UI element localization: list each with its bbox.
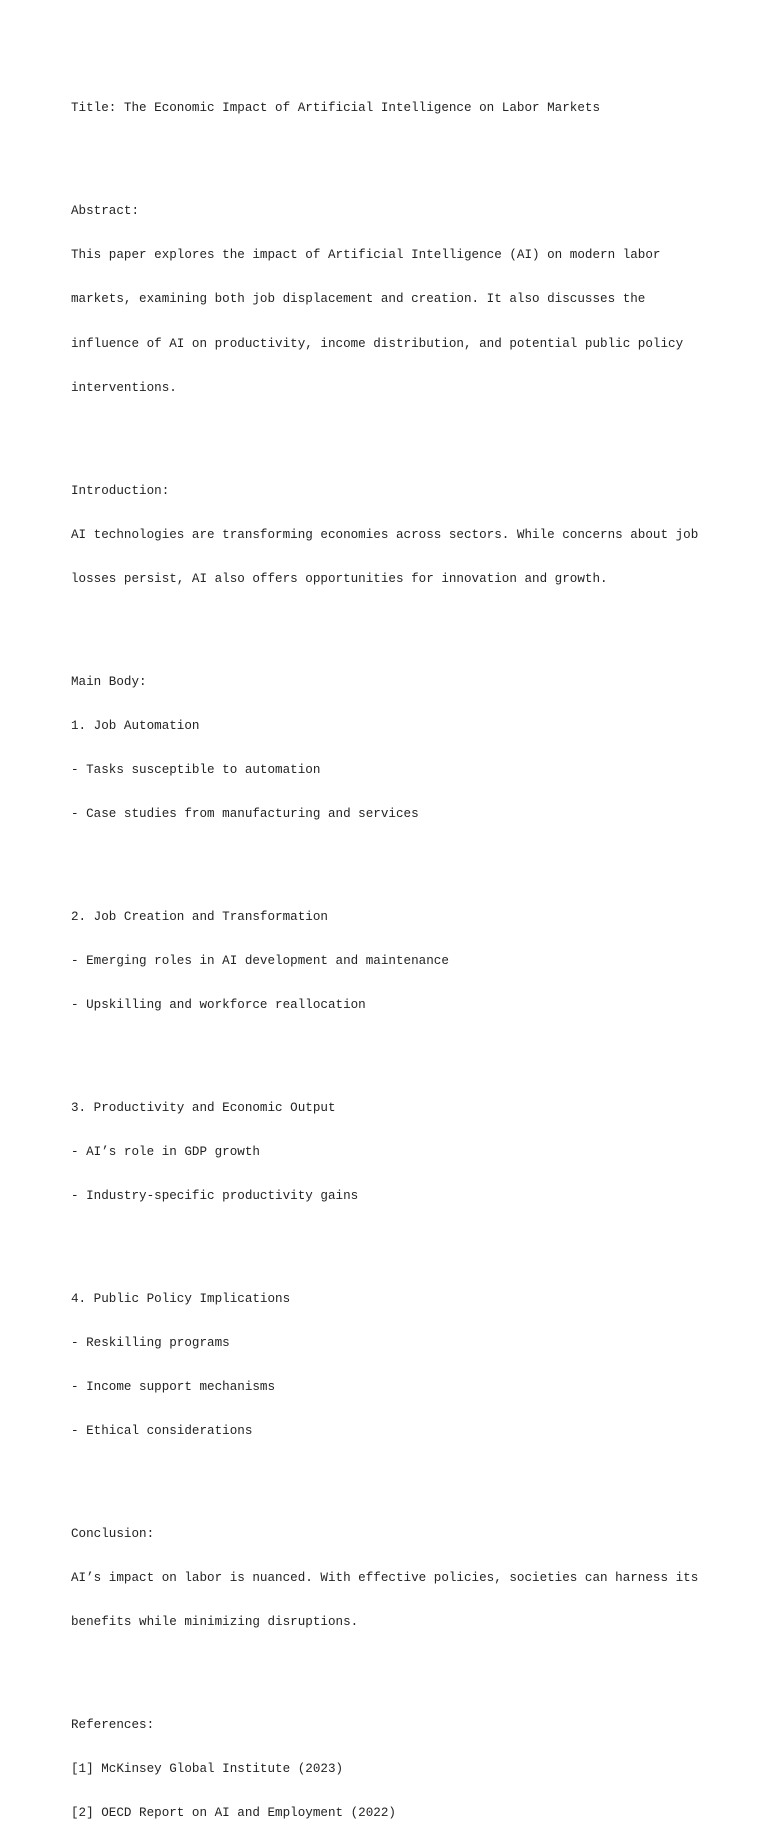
spacer: [71, 1042, 751, 1057]
spacer: [71, 616, 751, 631]
document-body: [71, 72, 751, 1836]
section-item: - Case studies from manufacturing and services: [71, 806, 419, 821]
introduction-heading: Introduction:: [71, 483, 170, 498]
section-title: 2. Job Creation and Transformation: [71, 909, 328, 924]
introduction-line: AI technologies are transforming economies across sectors. While concerns about job: [71, 527, 699, 542]
introduction-line: losses persist, AI also offers opportunities for innovation and growth.: [71, 571, 608, 586]
section-item: - Upskilling and workforce reallocation: [71, 998, 366, 1012]
section-item: - Tasks susceptible to automation: [71, 762, 321, 777]
section-title: 1. Job Automation: [71, 718, 200, 733]
section-item: - AI’s role in GDP growth: [71, 1144, 260, 1159]
spacer: [71, 1659, 751, 1674]
reference-item: [1] McKinsey Global Institute (2023): [71, 1762, 344, 1777]
main-body-heading: Main Body:: [71, 674, 147, 689]
section-item: - Reskilling programs: [71, 1336, 230, 1351]
abstract-line: markets, examining both job displacement and creation. It also discusses the: [71, 292, 646, 307]
spacer: [71, 146, 751, 161]
spacer: [71, 1468, 751, 1483]
conclusion-line: benefits while minimizing disruptions.: [71, 1615, 359, 1630]
section-item: - Income support mechanisms: [71, 1380, 276, 1395]
abstract-line: influence of AI on productivity, income distribution, and potential public policy: [71, 336, 684, 351]
spacer: [71, 1233, 751, 1248]
document-title: Title: The Economic Impact of Artificial Intelligence on Labor Markets: [71, 101, 601, 116]
abstract-line: This paper explores the impact of Artificial Intelligence (AI) on modern labor: [71, 248, 661, 263]
section-title: 3. Productivity and Economic Output: [71, 1100, 336, 1115]
spacer: [71, 425, 751, 440]
abstract-heading: Abstract:: [71, 204, 140, 219]
section-item: - Industry-specific productivity gains: [71, 1189, 359, 1204]
conclusion-line: AI’s impact on labor is nuanced. With effective policies, societies can harness its: [71, 1571, 699, 1586]
references-heading: References:: [71, 1718, 155, 1733]
section-title: 4. Public Policy Implications: [71, 1291, 291, 1306]
section-item: - Emerging roles in AI development and maintenance: [71, 953, 449, 968]
abstract-line: interventions.: [71, 380, 177, 395]
section-item: - Ethical considerations: [71, 1424, 253, 1439]
reference-item: [2] OECD Report on AI and Employment (2022): [71, 1806, 396, 1821]
spacer: [71, 851, 751, 866]
conclusion-heading: Conclusion:: [71, 1527, 155, 1542]
